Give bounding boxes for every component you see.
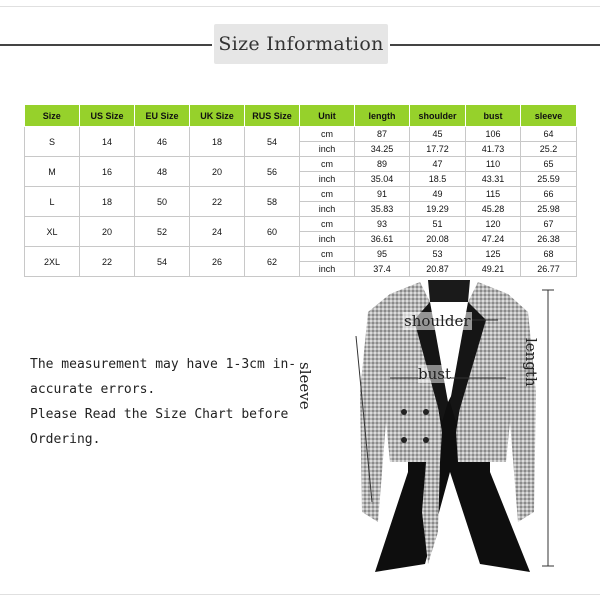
cell-length: 35.83 [355, 202, 410, 217]
header-bust: bust [466, 105, 521, 127]
cell-sleeve: 65 [521, 157, 577, 172]
cell-size: L [25, 187, 80, 217]
cell-eu-size: 48 [135, 157, 190, 187]
cell-rus-size: 60 [245, 217, 300, 247]
header-uk-size: UK Size [190, 105, 245, 127]
cell-bust: 106 [466, 127, 521, 142]
cell-sleeve: 68 [521, 247, 577, 262]
cell-unit: inch [300, 142, 355, 157]
cell-uk-size: 26 [190, 247, 245, 277]
cell-shoulder: 19.29 [410, 202, 466, 217]
bust-label: bust [418, 365, 451, 383]
cell-eu-size: 50 [135, 187, 190, 217]
header-shoulder: shoulder [410, 105, 466, 127]
cell-eu-size: 46 [135, 127, 190, 157]
cell-eu-size: 54 [135, 247, 190, 277]
size-chart-table [24, 104, 577, 277]
table-row [25, 247, 577, 262]
cell-us-size: 18 [80, 187, 135, 217]
cell-unit: inch [300, 262, 355, 277]
cell-uk-size: 20 [190, 157, 245, 187]
cell-length: 37.4 [355, 262, 410, 277]
note-line: Ordering. [30, 432, 101, 447]
header-size: Size [25, 105, 80, 127]
table-row [25, 217, 577, 232]
button [423, 409, 429, 415]
cell-shoulder: 18.5 [410, 172, 466, 187]
cell-unit: inch [300, 202, 355, 217]
cell-length: 89 [355, 157, 410, 172]
title-banner [0, 24, 600, 66]
cell-unit: cm [300, 247, 355, 262]
cell-bust: 45.28 [466, 202, 521, 217]
cell-uk-size: 18 [190, 127, 245, 157]
header-length: length [355, 105, 410, 127]
cell-shoulder: 17.72 [410, 142, 466, 157]
cell-length: 95 [355, 247, 410, 262]
cell-bust: 125 [466, 247, 521, 262]
note-line: The measurement may have 1-3cm in- [30, 357, 297, 372]
table-row [25, 127, 577, 142]
shoulder-label: shoulder [404, 312, 471, 330]
table-header-row [25, 105, 577, 127]
cell-length: 35.04 [355, 172, 410, 187]
cell-shoulder: 47 [410, 157, 466, 172]
title-rule-left [0, 44, 212, 46]
cell-rus-size: 54 [245, 127, 300, 157]
sleeve-label: sleeve [296, 362, 314, 410]
bottom-border-line [0, 594, 600, 595]
cell-bust: 43.31 [466, 172, 521, 187]
cell-rus-size: 62 [245, 247, 300, 277]
note-line: accurate errors. [30, 382, 156, 397]
cell-sleeve: 25.59 [521, 172, 577, 187]
cell-shoulder: 45 [410, 127, 466, 142]
cell-bust: 120 [466, 217, 521, 232]
cell-unit: inch [300, 232, 355, 247]
button [401, 409, 407, 415]
table-row [25, 157, 577, 172]
cell-eu-size: 52 [135, 217, 190, 247]
cell-rus-size: 58 [245, 187, 300, 217]
header-sleeve: sleeve [521, 105, 577, 127]
cell-bust: 49.21 [466, 262, 521, 277]
cell-shoulder: 51 [410, 217, 466, 232]
title-rule-right [390, 44, 600, 46]
header-rus-size: RUS Size [245, 105, 300, 127]
cell-shoulder: 20.87 [410, 262, 466, 277]
cell-length: 87 [355, 127, 410, 142]
jacket-collar [428, 280, 470, 302]
length-label: length [522, 338, 540, 387]
cell-bust: 115 [466, 187, 521, 202]
cell-bust: 47.24 [466, 232, 521, 247]
cell-sleeve: 25.2 [521, 142, 577, 157]
table-row [25, 187, 577, 202]
cell-unit: cm [300, 187, 355, 202]
header-eu-size: EU Size [135, 105, 190, 127]
cell-sleeve: 26.38 [521, 232, 577, 247]
header-us-size: US Size [80, 105, 135, 127]
button [423, 437, 429, 443]
cell-size: 2XL [25, 247, 80, 277]
cell-sleeve: 25.98 [521, 202, 577, 217]
note-line: Please Read the Size Chart before [30, 407, 289, 422]
cell-sleeve: 26.77 [521, 262, 577, 277]
cell-uk-size: 22 [190, 187, 245, 217]
jacket-diagram [296, 272, 570, 590]
cell-sleeve: 67 [521, 217, 577, 232]
cell-length: 91 [355, 187, 410, 202]
button [401, 437, 407, 443]
cell-us-size: 20 [80, 217, 135, 247]
header-unit: Unit [300, 105, 355, 127]
cell-us-size: 14 [80, 127, 135, 157]
cell-shoulder: 20.08 [410, 232, 466, 247]
measurement-note [30, 352, 320, 452]
cell-unit: cm [300, 217, 355, 232]
cell-unit: inch [300, 172, 355, 187]
cell-shoulder: 53 [410, 247, 466, 262]
cell-length: 93 [355, 217, 410, 232]
cell-shoulder: 49 [410, 187, 466, 202]
cell-sleeve: 64 [521, 127, 577, 142]
cell-bust: 110 [466, 157, 521, 172]
cell-size: XL [25, 217, 80, 247]
cell-sleeve: 66 [521, 187, 577, 202]
cell-bust: 41.73 [466, 142, 521, 157]
cell-size: S [25, 127, 80, 157]
cell-length: 34.25 [355, 142, 410, 157]
cell-rus-size: 56 [245, 157, 300, 187]
cell-unit: cm [300, 157, 355, 172]
cell-us-size: 16 [80, 157, 135, 187]
page-title: Size Information [214, 24, 388, 64]
cell-uk-size: 24 [190, 217, 245, 247]
cell-size: M [25, 157, 80, 187]
cell-unit: cm [300, 127, 355, 142]
cell-length: 36.61 [355, 232, 410, 247]
top-border-line [0, 6, 600, 7]
cell-us-size: 22 [80, 247, 135, 277]
